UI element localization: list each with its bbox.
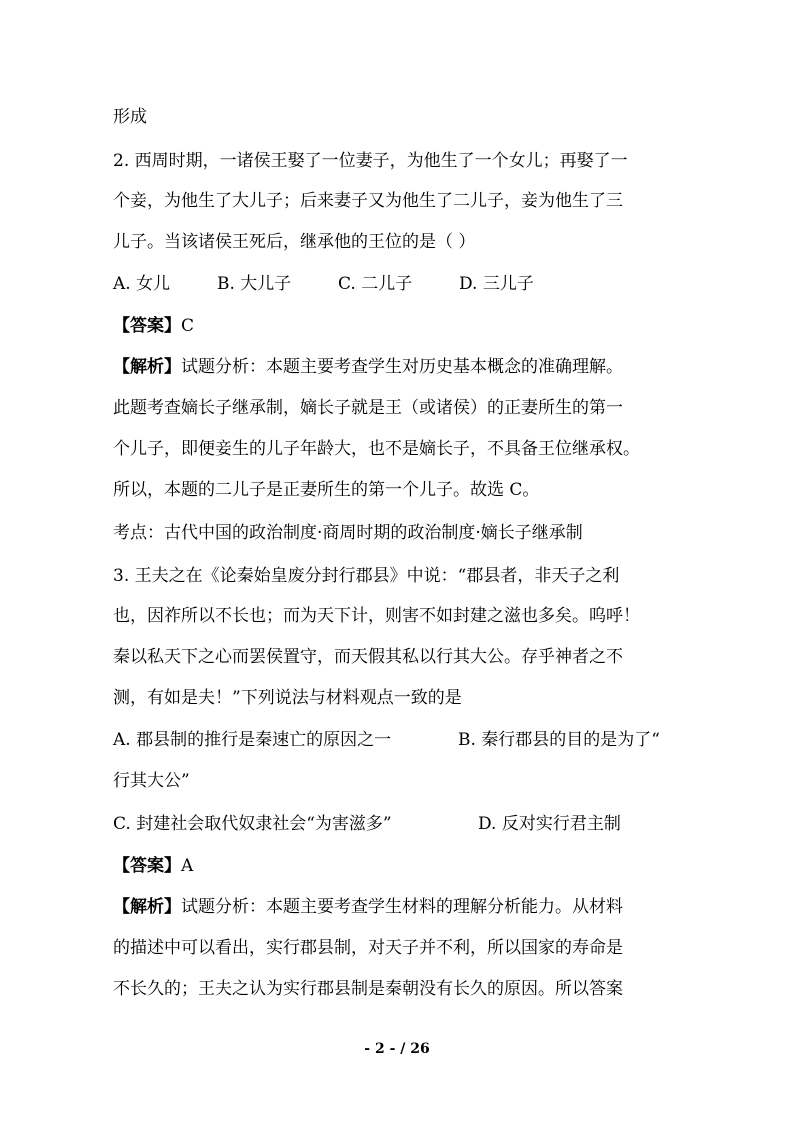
kaodian-line: 考点：古代中国的政治制度·商周时期的政治制度·嫡长子继承制 [113, 523, 583, 543]
q2-analysis [113, 356, 623, 378]
q3-option-b: B. 秦行郡县的目的是为了“ [458, 730, 660, 750]
analysis-label: 【解析】 [113, 357, 181, 377]
question-3-line: 秦以私天下之心而罢侯置守，而天假其私以行其大公。存乎神者之不 [113, 647, 623, 667]
analysis-line: 此题考查嫡长子继承制，嫡长子就是王（或诸侯）的正妻所生的第一 [113, 398, 623, 418]
answer-value: C [181, 316, 195, 336]
answer-value: A [181, 856, 194, 876]
q3-option-d: D. 反对实行君主制 [478, 814, 621, 834]
question-2-line: 个妾，为他生了大儿子；后来妻子又为他生了二儿子，妾为他生了三 [113, 191, 623, 211]
question-3-line: 测，有如是夫！”下列说法与材料观点一致的是 [113, 688, 462, 708]
analysis-line: 所以，本题的二儿子是正妻所生的第一个儿子。故选 C。 [113, 480, 540, 500]
question-2-line: 2. 西周时期，一诸侯王娶了一位妻子，为他生了一个女儿；再娶了一 [113, 151, 628, 171]
q3-analysis [113, 896, 623, 918]
analysis-label: 【解析】 [113, 897, 181, 917]
q2-option-b: B. 大儿子 [217, 274, 292, 294]
q3-option-b-continued: 行其大公” [113, 771, 190, 791]
answer-label: 【答案】 [113, 856, 181, 876]
q2-option-c: C. 二儿子 [338, 274, 413, 294]
question-3-line: 也，因祚所以不长也；而为天下计，则害不如封建之滋也多矣。呜呼！ [113, 606, 640, 626]
q3-option-a: A. 郡县制的推行是秦速亡的原因之一 [113, 730, 392, 750]
analysis-line: 不长久的；王夫之认为实行郡县制是秦朝没有长久的原因。所以答案 [113, 979, 623, 999]
q3-answer [113, 855, 193, 877]
analysis-text: 试题分析：本题主要考查学生对历史基本概念的准确理解。 [181, 357, 623, 377]
question-3-line: 3. 王夫之在《论秦始皇废分封行郡县》中说：“郡县者，非天子之利 [113, 566, 620, 586]
q2-option-a: A. 女儿 [113, 274, 171, 294]
text-line: 形成 [113, 107, 147, 127]
q2-answer [113, 315, 194, 337]
q3-option-c: C. 封建社会取代奴隶社会“为害滋多” [113, 814, 392, 834]
q2-option-d: D. 三儿子 [459, 274, 534, 294]
question-2-line: 儿子。当该诸侯王死后，继承他的王位的是（ ） [113, 232, 476, 252]
answer-label: 【答案】 [113, 316, 181, 336]
analysis-line: 个儿子，即便妾生的儿子年龄大，也不是嫡长子，不具备王位继承权。 [113, 439, 640, 459]
analysis-line: 的描述中可以看出，实行郡县制，对天子并不利，所以国家的寿命是 [113, 938, 623, 958]
page-number: - 2 - / 26 [364, 1041, 430, 1057]
analysis-text: 试题分析：本题主要考查学生材料的理解分析能力。从材料 [181, 897, 623, 917]
